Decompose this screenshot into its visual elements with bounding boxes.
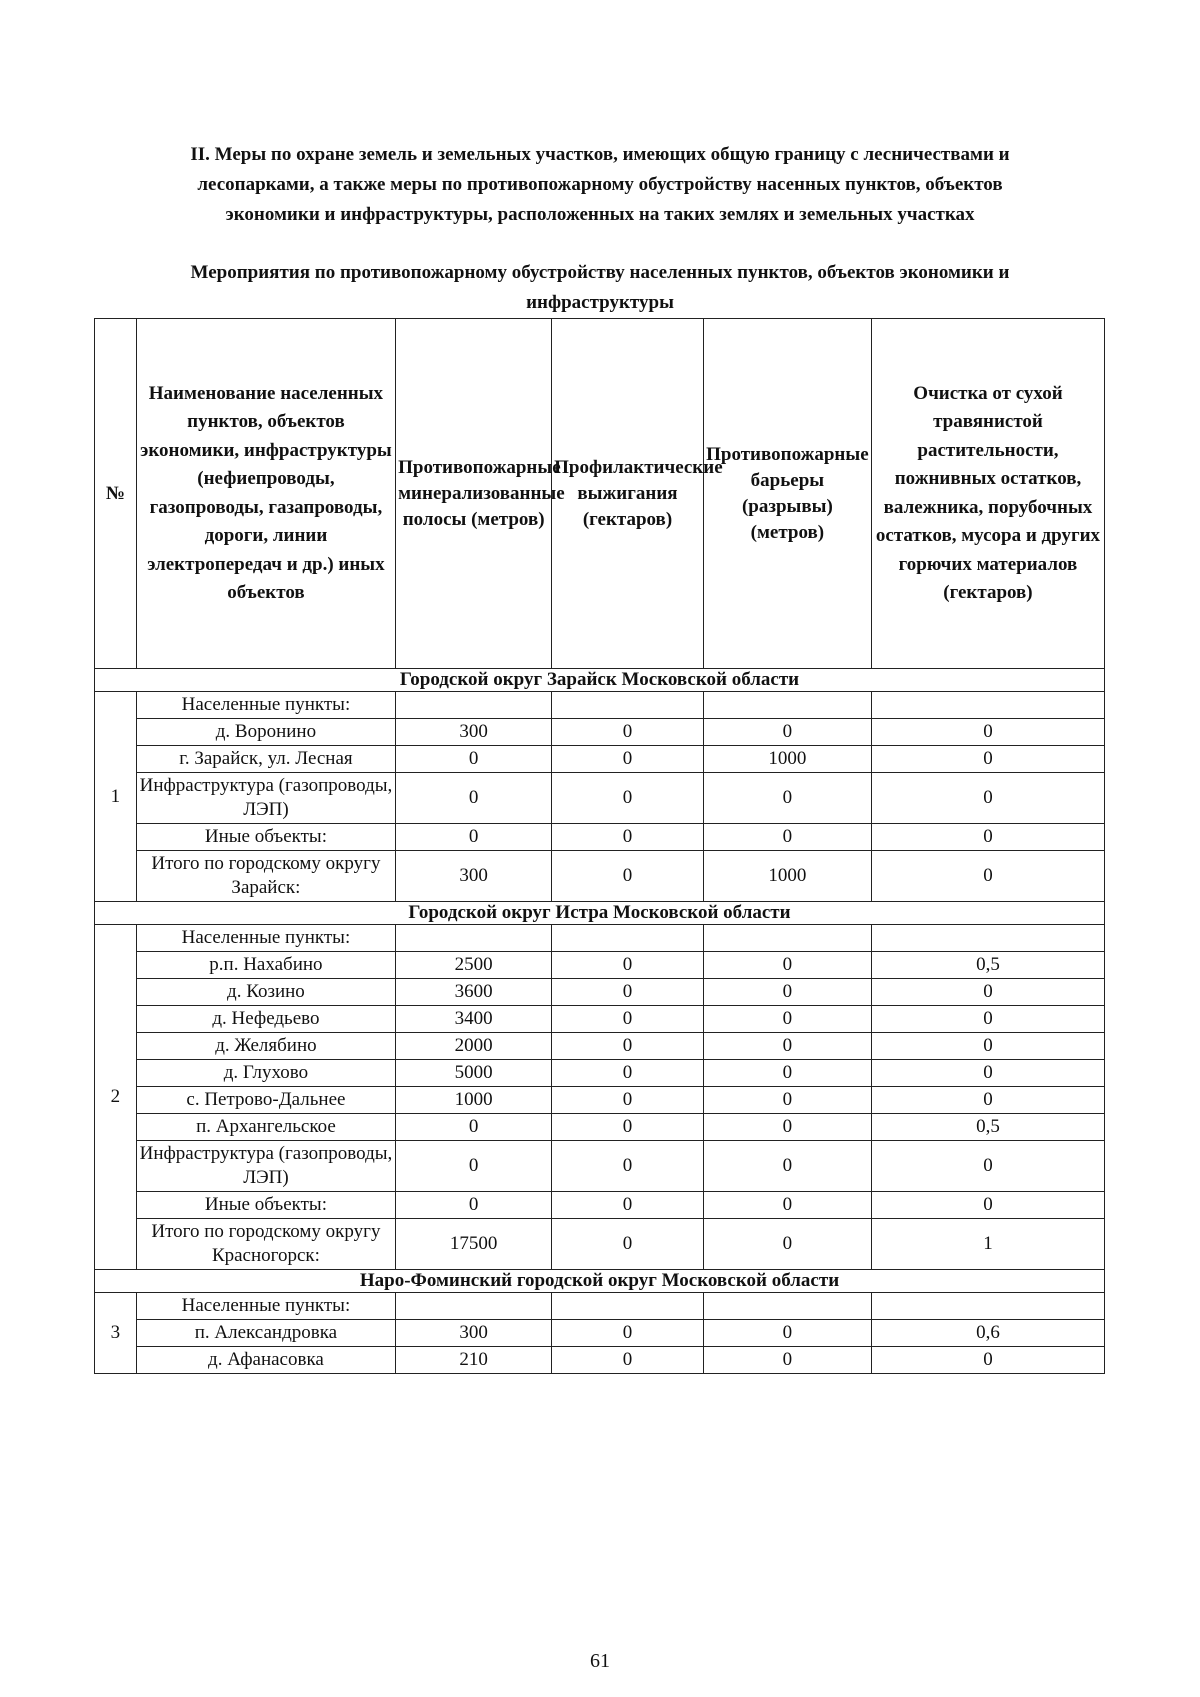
table-row xyxy=(95,925,1105,952)
value-cell-strips: 2000 xyxy=(396,1033,552,1060)
object-name-cell: Населенные пункты: xyxy=(136,1293,395,1320)
value-cell-strips: 0 xyxy=(396,1192,552,1219)
table-title-line: инфраструктуры xyxy=(526,292,674,313)
section-heading-line: экономики и инфраструктуры, расположенных на таких землях и земельных участках xyxy=(225,204,975,225)
value-cell-burn: 0 xyxy=(552,1219,704,1270)
value-cell-barriers: 0 xyxy=(703,1219,871,1270)
value-cell-barriers: 0 xyxy=(703,773,871,824)
value-cell-burn: 0 xyxy=(552,1006,704,1033)
object-name-cell: Итого по городскому округу Зарайск: xyxy=(136,851,395,902)
value-cell-strips: 300 xyxy=(396,1320,552,1347)
value-cell-strips: 0 xyxy=(396,1141,552,1192)
value-cell-clear: 0 xyxy=(871,746,1104,773)
row-number: 3 xyxy=(95,1293,137,1374)
value-cell-strips: 1000 xyxy=(396,1087,552,1114)
value-cell-clear: 1 xyxy=(871,1219,1104,1270)
value-cell-strips xyxy=(396,925,552,952)
value-cell-burn: 0 xyxy=(552,1087,704,1114)
table-title xyxy=(95,258,1105,318)
object-name-cell: с. Петрово-Дальнее xyxy=(136,1087,395,1114)
value-cell-barriers: 0 xyxy=(703,1320,871,1347)
value-cell-burn: 0 xyxy=(552,851,704,902)
value-cell-strips: 3400 xyxy=(396,1006,552,1033)
table-row xyxy=(95,851,1105,902)
value-cell-barriers xyxy=(703,1293,871,1320)
header-mineral-strips: Противопожарные минерализованные полосы (метров) xyxy=(396,319,552,669)
value-cell-strips: 300 xyxy=(396,719,552,746)
object-name-cell: Инфраструктура (газопроводы, ЛЭП) xyxy=(136,773,395,824)
table-row xyxy=(95,824,1105,851)
table-row xyxy=(95,1060,1105,1087)
value-cell-clear: 0,5 xyxy=(871,952,1104,979)
value-cell-clear: 0 xyxy=(871,773,1104,824)
object-name-cell: д. Афанасовка xyxy=(136,1347,395,1374)
table-row xyxy=(95,1114,1105,1141)
value-cell-burn: 0 xyxy=(552,1141,704,1192)
value-cell-clear: 0 xyxy=(871,1347,1104,1374)
value-cell-barriers: 0 xyxy=(703,952,871,979)
table-row xyxy=(95,1087,1105,1114)
value-cell-burn: 0 xyxy=(552,1114,704,1141)
table-row xyxy=(95,1347,1105,1374)
value-cell-barriers: 0 xyxy=(703,1087,871,1114)
header-vegetation-cleanup: Очистка от сухой травянистой растительности, пожнивных остатков, валежника, порубочных остатков, мусора и других горючих материалов (гектаров) xyxy=(871,319,1104,669)
table-body xyxy=(95,669,1105,1374)
value-cell-strips: 0 xyxy=(396,1114,552,1141)
value-cell-burn: 0 xyxy=(552,952,704,979)
value-cell-strips: 0 xyxy=(396,824,552,851)
table-row xyxy=(95,1293,1105,1320)
table-row xyxy=(95,1033,1105,1060)
value-cell-barriers: 0 xyxy=(703,1060,871,1087)
value-cell-clear: 0 xyxy=(871,719,1104,746)
value-cell-strips: 3600 xyxy=(396,979,552,1006)
section-header-row xyxy=(95,1270,1105,1293)
table-title-line: Мероприятия по противопожарному обустройству населенных пунктов, объектов экономики и xyxy=(190,262,1010,283)
object-name-cell: р.п. Нахабино xyxy=(136,952,395,979)
value-cell-burn: 0 xyxy=(552,1347,704,1374)
object-name-cell: Населенные пункты: xyxy=(136,692,395,719)
header-object-name: Наименование населенных пунктов, объектов экономики, инфраструктуры (нефиепроводы, газопроводы, газапроводы, дороги, линии электропередач и др.) иных объектов xyxy=(136,319,395,669)
section-header-row xyxy=(95,902,1105,925)
value-cell-burn: 0 xyxy=(552,746,704,773)
value-cell-strips: 2500 xyxy=(396,952,552,979)
value-cell-barriers xyxy=(703,925,871,952)
value-cell-burn: 0 xyxy=(552,1033,704,1060)
value-cell-burn: 0 xyxy=(552,1192,704,1219)
value-cell-clear: 0 xyxy=(871,1033,1104,1060)
value-cell-clear xyxy=(871,692,1104,719)
value-cell-barriers: 1000 xyxy=(703,746,871,773)
value-cell-strips: 17500 xyxy=(396,1219,552,1270)
value-cell-clear: 0 xyxy=(871,1192,1104,1219)
object-name-cell: д. Желябино xyxy=(136,1033,395,1060)
object-name-cell: д. Воронино xyxy=(136,719,395,746)
value-cell-strips: 5000 xyxy=(396,1060,552,1087)
object-name-cell: п. Архангельское xyxy=(136,1114,395,1141)
value-cell-clear: 0 xyxy=(871,824,1104,851)
row-number: 2 xyxy=(95,925,137,1270)
value-cell-clear: 0 xyxy=(871,1141,1104,1192)
table-row xyxy=(95,773,1105,824)
table-row xyxy=(95,1006,1105,1033)
value-cell-clear xyxy=(871,925,1104,952)
value-cell-burn xyxy=(552,692,704,719)
object-name-cell: Иные объекты: xyxy=(136,1192,395,1219)
object-name-cell: Итого по городскому округу Красногорск: xyxy=(136,1219,395,1270)
value-cell-burn: 0 xyxy=(552,824,704,851)
value-cell-clear xyxy=(871,1293,1104,1320)
page-number: 61 xyxy=(590,1650,610,1672)
object-name-cell: г. Зарайск, ул. Лесная xyxy=(136,746,395,773)
value-cell-barriers: 0 xyxy=(703,1114,871,1141)
value-cell-barriers: 1000 xyxy=(703,851,871,902)
object-name-cell: д. Козино xyxy=(136,979,395,1006)
value-cell-burn xyxy=(552,1293,704,1320)
value-cell-clear: 0 xyxy=(871,1060,1104,1087)
header-number: № xyxy=(95,319,137,669)
value-cell-strips: 300 xyxy=(396,851,552,902)
value-cell-clear: 0 xyxy=(871,1006,1104,1033)
measures-table xyxy=(94,318,1105,1374)
value-cell-strips: 0 xyxy=(396,746,552,773)
value-cell-strips: 0 xyxy=(396,773,552,824)
object-name-cell: д. Нефедьево xyxy=(136,1006,395,1033)
value-cell-barriers: 0 xyxy=(703,1141,871,1192)
section-header-row xyxy=(95,669,1105,692)
section-heading xyxy=(95,140,1105,230)
header-fire-barriers: Противопожарные барьеры (разрывы) (метров) xyxy=(703,319,871,669)
value-cell-clear: 0 xyxy=(871,1087,1104,1114)
section-title: Городской округ Истра Московской области xyxy=(95,902,1105,925)
value-cell-strips xyxy=(396,1293,552,1320)
value-cell-burn: 0 xyxy=(552,719,704,746)
object-name-cell: Инфраструктура (газопроводы, ЛЭП) xyxy=(136,1141,395,1192)
value-cell-clear: 0,6 xyxy=(871,1320,1104,1347)
value-cell-burn: 0 xyxy=(552,1060,704,1087)
table-header-row xyxy=(95,319,1105,669)
table-row xyxy=(95,1141,1105,1192)
value-cell-barriers: 0 xyxy=(703,1033,871,1060)
value-cell-burn: 0 xyxy=(552,979,704,1006)
table-row xyxy=(95,979,1105,1006)
value-cell-barriers: 0 xyxy=(703,979,871,1006)
table-row xyxy=(95,1219,1105,1270)
value-cell-clear: 0 xyxy=(871,979,1104,1006)
table-row xyxy=(95,952,1105,979)
section-title: Наро-Фоминский городской округ Московской области xyxy=(95,1270,1105,1293)
object-name-cell: п. Александровка xyxy=(136,1320,395,1347)
value-cell-barriers: 0 xyxy=(703,1192,871,1219)
table-row xyxy=(95,1320,1105,1347)
object-name-cell: д. Глухово xyxy=(136,1060,395,1087)
value-cell-burn: 0 xyxy=(552,1320,704,1347)
value-cell-barriers: 0 xyxy=(703,1347,871,1374)
value-cell-barriers: 0 xyxy=(703,719,871,746)
section-heading-line: II. Меры по охране земель и земельных участков, имеющих общую границу с лесничествами и xyxy=(190,144,1010,165)
row-number: 1 xyxy=(95,692,137,902)
object-name-cell: Населенные пункты: xyxy=(136,925,395,952)
section-heading-line: лесопарками, а также меры по противопожарному обустройству насенных пунктов, объектов xyxy=(197,174,1003,195)
value-cell-clear: 0 xyxy=(871,851,1104,902)
value-cell-barriers: 0 xyxy=(703,1006,871,1033)
value-cell-barriers: 0 xyxy=(703,824,871,851)
value-cell-clear: 0,5 xyxy=(871,1114,1104,1141)
table-row xyxy=(95,719,1105,746)
table-row xyxy=(95,692,1105,719)
header-preventive-burning: Профилактические выжигания (гектаров) xyxy=(552,319,704,669)
table-row xyxy=(95,1192,1105,1219)
value-cell-burn xyxy=(552,925,704,952)
table-row xyxy=(95,746,1105,773)
section-title: Городской округ Зарайск Московской области xyxy=(95,669,1105,692)
value-cell-strips xyxy=(396,692,552,719)
value-cell-burn: 0 xyxy=(552,773,704,824)
object-name-cell: Иные объекты: xyxy=(136,824,395,851)
value-cell-barriers xyxy=(703,692,871,719)
value-cell-strips: 210 xyxy=(396,1347,552,1374)
